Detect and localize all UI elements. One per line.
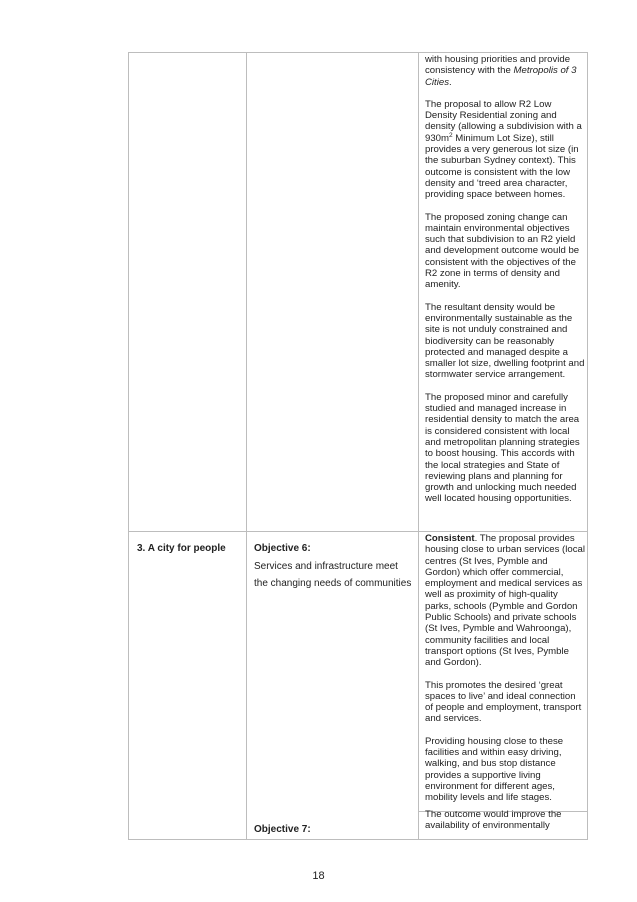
analysis-paragraph: with housing priorities and provide consistency with the Metropolis of 3 Cities. (425, 54, 577, 88)
objective-cell (254, 543, 414, 592)
row3-analysis-cell: The outcome would improve the availability of environmentally (425, 809, 562, 832)
analysis-paragraph: Providing housing close to these facilities and within easy driving, walking, and bus stop distance provides a supportive living environment for different ages, mobility levels and life stages. (425, 735, 564, 804)
row-divider (129, 531, 587, 532)
analysis-paragraph: The proposed zoning change can maintain environmental objectives such that subdivision to an R2 yield and development outcome would be consistent with the objectives of the R2 zone in terms of density and amenity. (425, 211, 580, 291)
objective-description: Services and infrastructure meet the changing needs of communities (254, 561, 412, 590)
direction-cell: 3. A city for people (137, 543, 226, 554)
analysis-paragraph: The proposal to allow R2 Low Density Residential zoning and density (allowing a subdivision with a $930m^2$ Minimum Lot Size), still provides a very generous lot size (in the suburban Sydney context). This outcome is consistent with the low density and ‘treed area character, providing space between homes. (425, 98, 582, 201)
analysis-paragraph: This promotes the desired ‘great spaces to live’ and ideal connection of people and employment, transport and services. (425, 679, 582, 725)
objective-title: Objective 7: (254, 824, 311, 835)
analysis-paragraph: The proposed minor and carefully studied and managed increase in residential density to match the area is considered consistent with local and metropolitan planning strategies to boost housing. This accords with the local strategies and State of reviewing plans and planning for growth and unlocking much needed well located housing opportunities. (425, 391, 580, 505)
row2-analysis-cell (425, 533, 585, 804)
column-divider (418, 53, 419, 839)
consistency-label: Consistent (425, 533, 475, 544)
column-divider (246, 53, 247, 839)
objective-title: Objective 6: (254, 543, 311, 554)
page-number: 18 (312, 870, 325, 882)
analysis-paragraph: The resultant density would be environmentally sustainable as the site is not unduly constrained and biodiversity can be reasonably protected and managed despite a smaller lot size, dwelling footprint and stormwater service arrangement. (425, 301, 585, 381)
row1-analysis-cell (425, 54, 585, 505)
analysis-paragraph: Consistent. The proposal provides housing close to urban services (local centres (St Ives, Pymble and Gordon) which offer commercial, employment and medical services as well as proximity of high-quality parks, schools (Pymble and Gordon Public Schools) and private schools (St Ives, Pymble and Wahroonga), community facilities and local transport options (St Ives, Pymble and Gordon). (425, 533, 585, 669)
policy-consistency-table (128, 52, 588, 840)
